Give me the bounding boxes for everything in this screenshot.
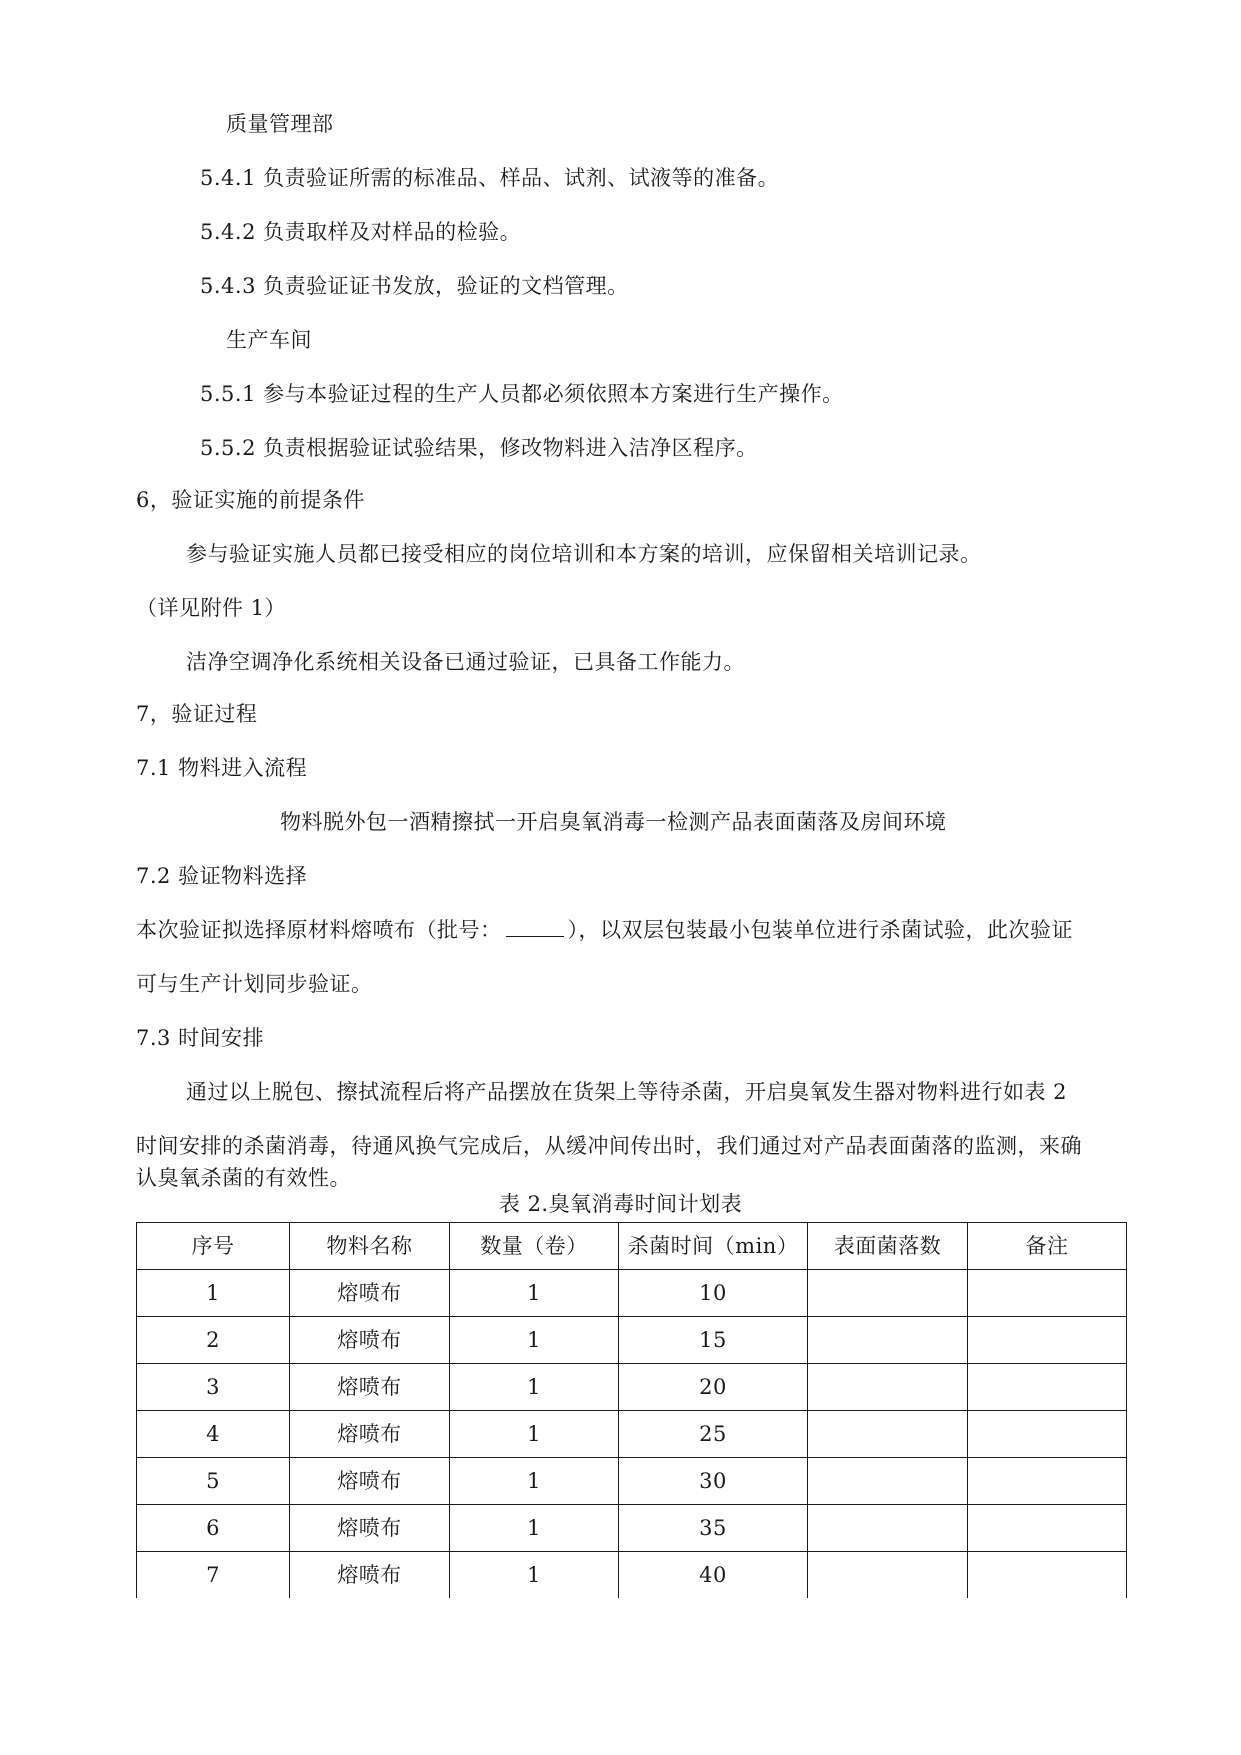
cell-remarks [968,1364,1127,1411]
material-selection-para-line2: 可与生产计划同步验证。 [136,972,373,996]
material-selection-text-1: 本次验证拟选择原材料熔喷布（批号： [136,918,502,942]
cell-quantity: 1 [450,1552,619,1599]
cell-seq: 3 [137,1364,290,1411]
header-seq: 序号 [137,1223,290,1270]
cell-time: 40 [619,1552,808,1599]
cell-seq: 4 [137,1411,290,1458]
cell-colony [808,1505,968,1552]
cell-colony [808,1552,968,1599]
header-material: 物料名称 [290,1223,450,1270]
cell-remarks [968,1270,1127,1317]
section-6-title: 6，验证实施的前提条件 [136,488,365,512]
cell-time: 35 [619,1505,808,1552]
cell-seq: 7 [137,1552,290,1599]
item-5-4-2: 5.4.2 负责取样及对样品的检验。 [200,220,522,244]
cell-quantity: 1 [450,1458,619,1505]
material-flow: 物料脱外包一酒精擦拭一开启臭氧消毒一检测产品表面菌落及房间环境 [280,810,947,834]
cell-remarks [968,1411,1127,1458]
cell-colony [808,1458,968,1505]
cell-material: 熔喷布 [290,1505,450,1552]
section-6-para: 参与验证实施人员都已接受相应的岗位培训和本方案的培训，应保留相关培训记录。 [186,542,982,566]
header-remarks: 备注 [968,1223,1127,1270]
time-para-line3: 认臭氧杀菌的有效性。 [136,1166,351,1190]
cell-seq: 5 [137,1458,290,1505]
table-header-row [137,1223,1127,1270]
cell-quantity: 1 [450,1364,619,1411]
cell-time: 15 [619,1317,808,1364]
header-colony-count: 表面菌落数 [808,1223,968,1270]
cell-colony [808,1270,968,1317]
heading-quality-dept: 质量管理部 [226,112,334,136]
table-row [137,1317,1127,1364]
cell-material: 熔喷布 [290,1270,450,1317]
cell-time: 10 [619,1270,808,1317]
section-7-2-title: 7.2 验证物料选择 [136,864,308,888]
cell-material: 熔喷布 [290,1411,450,1458]
cell-colony [808,1317,968,1364]
item-5-5-2: 5.5.2 负责根据验证试验结果，修改物料进入洁净区程序。 [200,436,758,460]
material-selection-text-2: ），以双层包装最小包装单位进行杀菌试验，此次验证 [567,918,1073,942]
cell-material: 熔喷布 [290,1317,450,1364]
item-5-5-1: 5.5.1 参与本验证过程的生产人员都必须依照本方案进行生产操作。 [200,382,844,406]
heading-production-workshop: 生产车间 [226,328,312,352]
batch-number-blank [506,916,564,937]
time-para-line1: 通过以上脱包、擦拭流程后将产品摆放在货架上等待杀菌，开启臭氧发生器对物料进行如表 2 [186,1080,1068,1104]
cell-material: 熔喷布 [290,1364,450,1411]
section-6-hvac-note: 洁净空调净化系统相关设备已通过验证，已具备工作能力。 [186,650,745,674]
header-quantity: 数量（卷） [450,1223,619,1270]
item-5-4-1: 5.4.1 负责验证所需的标准品、样品、试剂、试液等的准备。 [200,166,780,190]
cell-remarks [968,1552,1127,1599]
cell-time: 25 [619,1411,808,1458]
table-row [137,1458,1127,1505]
section-7-3-title: 7.3 时间安排 [136,1026,265,1050]
cell-colony [808,1364,968,1411]
time-para-line2: 时间安排的杀菌消毒，待通风换气完成后，从缓冲间传出时，我们通过对产品表面菌落的监测，来确 [136,1134,1082,1158]
table-row [137,1411,1127,1458]
cell-colony [808,1411,968,1458]
section-6-appendix-note: （详见附件 1） [136,596,287,620]
cell-remarks [968,1458,1127,1505]
cell-quantity: 1 [450,1411,619,1458]
table-row [137,1552,1127,1599]
cell-seq: 1 [137,1270,290,1317]
cell-seq: 6 [137,1505,290,1552]
cell-material: 熔喷布 [290,1552,450,1599]
cell-seq: 2 [137,1317,290,1364]
table-row [137,1364,1127,1411]
cell-quantity: 1 [450,1505,619,1552]
cell-time: 30 [619,1458,808,1505]
table-caption: 表 2.臭氧消毒时间计划表 [498,1192,743,1216]
cell-time: 20 [619,1364,808,1411]
cell-remarks [968,1317,1127,1364]
cell-quantity: 1 [450,1317,619,1364]
table-row [137,1270,1127,1317]
section-7-title: 7，验证过程 [136,702,258,726]
cell-material: 熔喷布 [290,1458,450,1505]
table-row [137,1505,1127,1552]
header-sterilize-time: 杀菌时间（min） [619,1223,808,1270]
section-7-1-title: 7.1 物料进入流程 [136,756,308,780]
ozone-schedule-table [136,1222,1127,1598]
item-5-4-3: 5.4.3 负责验证证书发放，验证的文档管理。 [200,274,629,298]
cell-remarks [968,1505,1127,1552]
material-selection-para [136,916,1073,944]
cell-quantity: 1 [450,1270,619,1317]
